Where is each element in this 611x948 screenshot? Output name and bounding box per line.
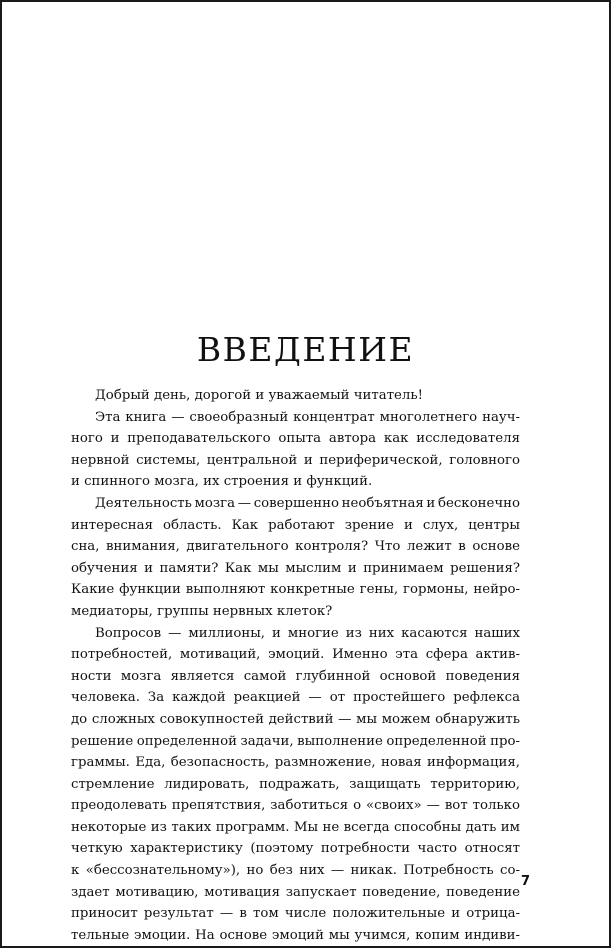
text-line: интересная область. Как работают зрение и слух, центры — [71, 517, 520, 533]
text-line: и спинного мозга, их строения и функций. — [71, 474, 373, 490]
text-line: преодолевать препятствия, заботиться о «своих» — вот только — [71, 798, 520, 814]
text-line: тельные эмоции. На основе эмоций мы учимся, копим индиви- — [71, 927, 520, 943]
text-line: нервной системы, центральной и периферической, головного — [71, 452, 520, 468]
text-line: Какие функции выполняют конкретные гены, гормоны, нейро- — [71, 582, 520, 598]
page-number: 7 — [520, 874, 530, 889]
text-line: Эта книга — своеобразный концентрат многолетнего науч- — [95, 409, 520, 425]
text-line: ности мозга является самой глубинной основой поведения — [71, 668, 520, 684]
text-line: к «бессознательному»), но без них — никак. Потребность со- — [71, 863, 520, 879]
text-line: стремление лидировать, подражать, защищать территорию, — [71, 776, 520, 792]
chapter-title: ВВЕДЕНИЕ — [196, 330, 415, 370]
text-line: Добрый день, дорогой и уважаемый читатель! — [95, 388, 423, 403]
body-text — [71, 385, 520, 946]
text-line: Вопросов — миллионы, и многие из них касаются наших — [95, 625, 520, 641]
text-line: человека. За каждой реакцией — от простейшего рефлекса — [71, 690, 520, 706]
text-line: Деятельность мозга — совершенно необъятная и бесконечно — [95, 495, 520, 511]
text-line: приносит результат — в том числе положительные и отрица- — [71, 906, 520, 922]
text-line: до сложных совокупностей действий — мы можем обнаружить — [71, 711, 520, 727]
text-line: обучения и памяти? Как мы мыслим и принимаем решения? — [71, 560, 520, 576]
text-line: решение определенной задачи, выполнение определенной про- — [71, 733, 520, 749]
text-line: потребностей, мотиваций, эмоций. Именно эта сфера актив- — [71, 647, 520, 663]
text-line: медиаторы, группы нервных клеток? — [71, 603, 333, 619]
text-line: ного и преподавательского опыта автора как исследователя — [71, 431, 520, 447]
text-line: некоторые из таких программ. Мы не всегда способны дать им — [71, 819, 520, 835]
text-line: четкую характеристику (поэтому потребности часто относят — [71, 841, 520, 857]
text-line: граммы. Еда, безопасность, размножение, новая информация, — [71, 755, 520, 771]
text-line: сна, внимания, двигательного контроля? Что лежит в основе — [71, 539, 520, 555]
text-line: здает мотивацию, мотивация запускает поведение, поведение — [71, 884, 520, 900]
